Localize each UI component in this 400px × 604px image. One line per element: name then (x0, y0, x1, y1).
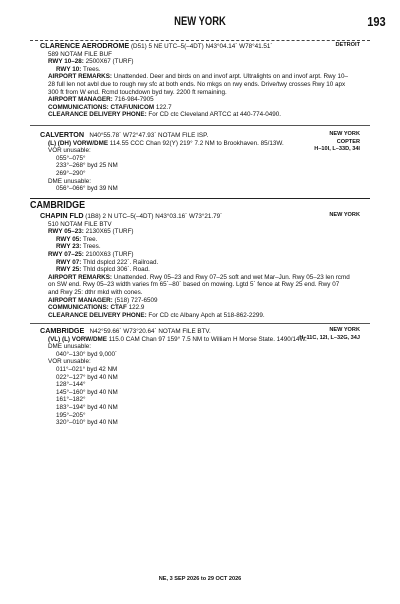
calverton-region: NEW YORK (329, 131, 360, 137)
page-header (14, 14, 386, 34)
chapin-elev-notam: 510 NOTAM FILE BTV (48, 220, 112, 228)
calverton-chart-copter: COPTER (336, 138, 360, 145)
cambridge-line: DME unusable: (48, 343, 92, 351)
chapin-rwy2-label: RWY 07–25: (48, 250, 84, 258)
clarence-manager-label: AIRPORT MANAGER: (48, 96, 113, 104)
chapin-id: (1B8) (85, 213, 101, 220)
chapin-region: NEW YORK (329, 212, 360, 218)
clarence-remarks-label: AIRPORT REMARKS: (48, 73, 113, 81)
divider-1 (30, 125, 370, 126)
calverton-vor-label: (L) (DH) VORW/DME (48, 139, 109, 147)
chapin-rwy23-value: Trees. (82, 243, 101, 251)
calverton-line: 056°–066° byd 39 NM (56, 185, 118, 193)
calverton-line: 233°–268° byd 25 NM (56, 162, 118, 170)
cambridge-name: CAMBRIDGE (40, 326, 85, 335)
clarence-rwy10-value: Trees. (82, 65, 101, 73)
clarence-region: DETROIT (335, 42, 360, 48)
cambridge-line: 040°–130° byd 9,000´ (56, 350, 118, 358)
cambridge-chart-list: H–11C, 12I, L–32G, 34J (299, 334, 360, 341)
chapin-rwy07-value: Thld dsplcd 222´. Railroad. (82, 258, 159, 266)
chapin-rwy1-value: 2130X65 (TURF) (85, 228, 134, 236)
chapin-entry (40, 212, 360, 319)
chapin-rwy23-label: RWY 23: (56, 243, 82, 251)
clarence-clearance-label: CLEARANCE DELIVERY PHONE: (48, 111, 147, 119)
chapin-rwy25-value: Thld dsplcd 306´. Road. (82, 266, 150, 274)
calverton-vor: 114.55 CCC Chan 92(Y) 219° 7.2 NM to Brookhaven. 85/13W. (109, 139, 284, 147)
clarence-rwy-label: RWY 10–28: (48, 58, 84, 66)
clarence-clearance: For CD ctc Cleveland ARTCC at 440-774-0490. (148, 111, 281, 119)
page-footer: NE, 3 SEP 2026 to 29 OCT 2026 (158, 576, 242, 582)
cambridge-region: NEW YORK (329, 327, 360, 333)
chapin-rwy1-label: RWY 05–23: (48, 228, 84, 236)
cambridge-line: 195°–205° (56, 411, 86, 419)
cambridge-line: 128°–144° (56, 381, 86, 389)
clarence-elev-notam: 589 NOTAM FILE BUF (48, 50, 112, 58)
cambridge-line: 183°–194° byd 40 NM (56, 403, 118, 411)
chapin-comm-label: COMMUNICATIONS: CTAF (48, 304, 127, 312)
clarence-entry (40, 42, 360, 119)
cambridge-entry (40, 327, 360, 427)
clarence-name: CLARENCE AERODROME (40, 41, 130, 50)
chapin-clearance: For CD ctc Albany Apch at 518-862-2299. (148, 311, 265, 319)
cambridge-line: 145°–160° byd 40 NM (56, 388, 118, 396)
cambridge-vor: 115.0 CAM Chan 97 159° 7.5 NM to William H Morse State. 1490/14W. (108, 335, 307, 343)
clarence-comm: 122.7 (155, 103, 172, 111)
chapin-rwy25-label: RWY 25: (56, 266, 82, 274)
cambridge-line: 011°–021° byd 42 NM (56, 365, 118, 373)
clarence-manager: 716-984-7905 (114, 96, 154, 104)
calverton-line: 055°–075° (56, 154, 86, 162)
section-title: CAMBRIDGE (30, 199, 86, 211)
clarence-id: (D51) (130, 43, 147, 50)
cambridge-info: N42°59.66´ W73°20.64´ NOTAM FILE BTV. (89, 328, 211, 335)
cambridge-line: 022°–127° byd 40 NM (56, 373, 118, 381)
clarence-rwy10-label: RWY 10: (56, 65, 82, 73)
chapin-manager-label: AIRPORT MANAGER: (48, 296, 113, 304)
cambridge-line: 320°–010° byd 40 NM (56, 419, 118, 427)
chapin-manager: (518) 727-6509 (114, 296, 158, 304)
calverton-info: N40°55.78´ W72°47.93´ NOTAM FILE ISP. (89, 132, 209, 139)
chapin-comm: 122.9 (128, 304, 145, 312)
cambridge-line: VOR unusable: (48, 358, 91, 366)
clarence-comm-label: COMMUNICATIONS: CTAF/UNICOM (48, 103, 155, 111)
cambridge-line: 161°–182° (56, 396, 86, 404)
clarence-rwy-value: 2500X67 (TURF) (85, 58, 134, 66)
chapin-rwy2-value: 2100X63 (TURF) (85, 250, 134, 258)
calverton-line: 269°–290° (56, 169, 86, 177)
chapin-rwy05-label: RWY 05: (56, 235, 82, 243)
calverton-name: CALVERTON (40, 130, 85, 139)
chapin-remarks-label: AIRPORT REMARKS: (48, 273, 113, 281)
chapin-clearance-label: CLEARANCE DELIVERY PHONE: (48, 311, 147, 319)
divider-3 (30, 323, 370, 324)
calverton-chart-list: H–10I, L–33D, 34I (314, 146, 360, 153)
calverton-entry (40, 131, 360, 193)
chapin-remarks: Unattended. Rwy 05–23 and Rwy 07–25 soft and wet Mar–Jun. Rwy 05–23 len rcmd on SW end. Rwy 05–23 width varies fm 65´–80´ based on mowing. Lgtd 5´ fence at Rwy 25 end. Rwy 07 and Rwy 25: dthr mkd with cones. (48, 273, 350, 296)
cambridge-vor-label: (VL) (L) VORW/DME (48, 335, 107, 343)
state-title: NEW YORK (174, 16, 226, 28)
chapin-rwy07-label: RWY 07: (56, 258, 82, 266)
chapin-info: 2 N UTC–5(–4DT) N43°03.16´ W73°21.79´ (102, 213, 223, 220)
clarence-info: 5 NE UTC–5(–4DT) N43°04.14´ W78°41.51´ (148, 43, 273, 50)
chapin-name: CHAPIN FLD (40, 211, 84, 220)
chapin-rwy05-value: Tree. (82, 235, 98, 243)
page-number: 193 (367, 14, 386, 29)
calverton-line: DME unusable: (48, 177, 92, 185)
clarence-remarks: Unattended. Deer and birds on and invof arpt. Ultralights on and invof arpt. Rwy 10–28 full len not avbl due to rough rwy sfc at both ends. No mkgs on rwy ends. Drive/twy crosses Rwy 10 apx 300 ft from W end. Rcmd touchdown byd twy. 2200 ft remaining. (48, 73, 348, 96)
calverton-line: VOR unusable: (48, 147, 91, 155)
